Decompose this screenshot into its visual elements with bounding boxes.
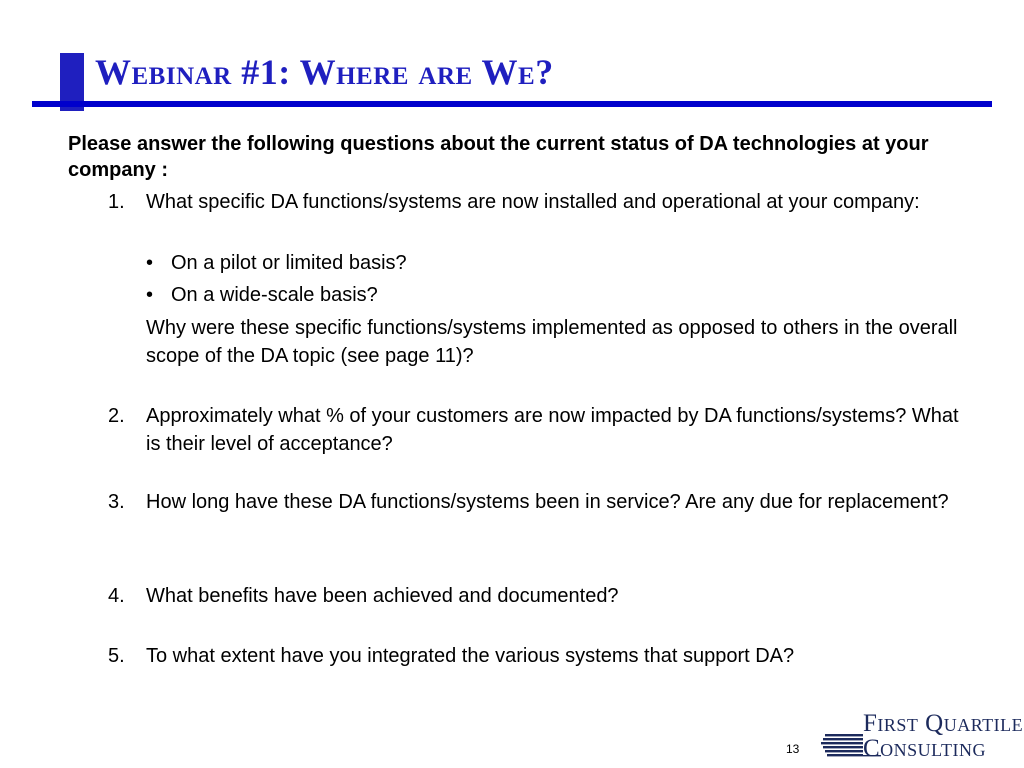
- sub-item-text: On a wide-scale basis?: [171, 284, 378, 306]
- question-number: 2.: [108, 405, 125, 427]
- question-number: 4.: [108, 585, 125, 607]
- page-number: 13: [786, 742, 800, 756]
- bullet-icon: •: [146, 252, 154, 274]
- question-text: How long have these DA functions/systems been in service? Are any due for replacement?: [146, 491, 949, 513]
- sub-item-text: On a pilot or limited basis?: [171, 252, 407, 274]
- logo-text-line2: Consulting: [863, 735, 987, 762]
- title-underline-rule: [32, 101, 992, 107]
- question-text: To what extent have you integrated the various systems that support DA?: [146, 645, 795, 667]
- question-text: What specific DA functions/systems are now installed and operational at your company:: [146, 191, 920, 213]
- intro-text: Please answer the following questions about the current status of DA technologies at your company :: [68, 133, 929, 181]
- question-text: Approximately what % of your customers are now impacted by DA functions/systems? What is their level of acceptance?: [146, 405, 959, 455]
- logo-text-line1: First Quartile: [863, 710, 1024, 737]
- bullet-icon: •: [146, 284, 154, 306]
- question-number: 5.: [108, 645, 125, 667]
- company-logo: [821, 708, 1024, 764]
- question-text: What benefits have been achieved and documented?: [146, 585, 619, 607]
- question-number: 3.: [108, 491, 125, 513]
- question-note: Why were these specific functions/systems implemented as opposed to others in the overall scope of the DA topic (see page 11)?: [146, 317, 958, 367]
- slide-title: Webinar #1: Where are We?: [95, 52, 554, 92]
- question-number: 1.: [108, 191, 125, 213]
